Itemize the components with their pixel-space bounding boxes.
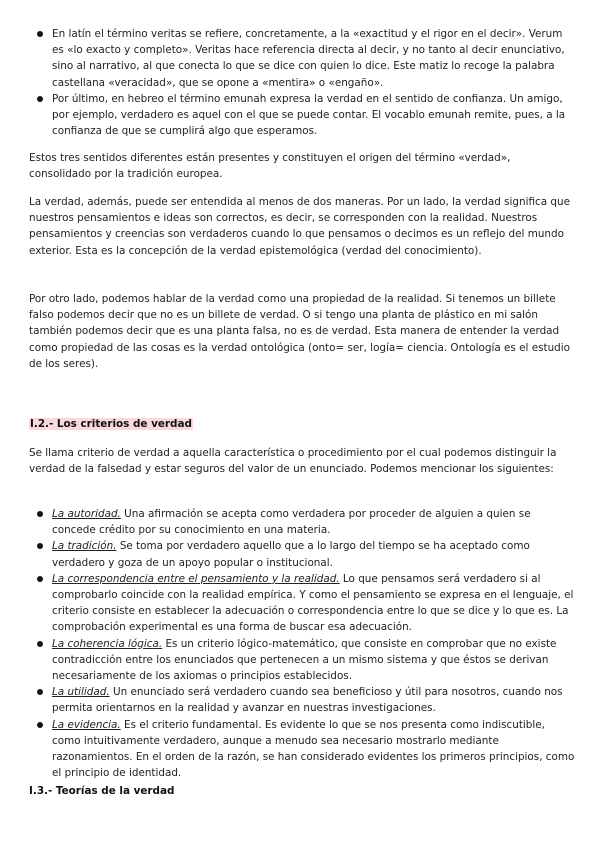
intro-bullet-list [29,26,575,139]
criterion-text: Se toma por verdadero aquello que a lo largo del tiempo se ha aceptado como verdadero y goza de un apoyo popular o institucional. [52,540,530,569]
criterion-term: La autoridad. [52,508,121,520]
section-heading-criteria [29,416,193,432]
criterion-term: La coherencia lógica. [52,637,163,650]
criterion-term: La tradición. [52,540,117,553]
criterion-item-coherence [29,636,575,685]
criterion-term: La utilidad. [52,686,110,699]
criterion-text: Es el criterio fundamental. Es evidente lo que se nos presenta como indiscutible, como intuitivamente verdadero, aunque a menudo sea necesario mostrarlo mediante razonamientos. En el orden de la razón, se han considerado evidentes los primeros principios, como el principio de identidad. [52,718,575,780]
criterion-item-tradition [29,538,575,570]
criterion-item-utility [29,684,575,716]
criterion-term: La correspondencia entre el pensamiento y la realidad. [52,572,340,585]
heading-highlight: I.2.- Los criterios de verdad [30,418,192,430]
paragraph-origin: Estos tres sentidos diferentes están presentes y constituyen el origen del término «verdad», consolidado por la tradición europea. [29,152,511,181]
criterion-text: Es un criterio lógico-matemático, que consiste en comprobar que no existe contradicción entre los enunciados que pertenecen a un mismo sistema y que éstos se derivan necesariamente de los axiomas o principios establecidos. [52,637,557,683]
criteria-list [29,506,575,781]
criterion-text: Una afirmación se acepta como verdadera por proceder de alguien a quien se concede crédito por su conocimiento en una materia. [52,508,531,537]
criterion-text: Un enunciado será verdadero cuando sea beneficioso y útil para nosotros, cuando nos permita orientarnos en la realidad y avanzar en nuestras investigaciones. [52,686,563,715]
criterion-item-authority [29,506,575,538]
criterion-term: La evidencia. [52,718,121,731]
paragraph-criteria-intro: Se llama criterio de verdad a aquella característica o procedimiento por el cual podemos distinguir la verdad de la falsedad y estar seguros del valor de un enunciado. Podemos mencionar los siguientes: [29,447,557,476]
criterion-text: Lo que pensamos será verdadero si al comprobarlo coincide con la realidad empírica. Y como el pensamiento se expresa en el lenguaje, el criterio consiste en establecer la adecuación o correspondencia entre lo que se dice y lo que es. La comprobación experimental es una forma de buscar esa adecuación. [52,572,574,634]
list-item: Por último, en hebreo el término emunah expresa la verdad en el sentido de confianza. Un amigo, por ejemplo, verdadero es aquel con el que se puede contar. El vocablo emunah remite, pues, a la confianza de que se cumplirá algo que esperamos. [29,91,575,140]
list-item: En latín el término veritas se refiere, concretamente, a la «exactitud y el rigor en el decir». Verum es «lo exacto y completo». Veritas hace referencia directa al decir, y no tanto al decir enunciativo, sino al narrativo, al que conecta lo que se dice con quien lo dice. Este matiz lo recoge la palabra castellana «veracidad», que se opone a «mentira» o «engaño». [29,26,575,91]
paragraph-epistemological: La verdad, además, puede ser entendida al menos de dos maneras. Por un lado, la verdad significa que nuestros pensamientos e ideas son correctos, es decir, se corresponden con la realidad. Nuestros pensamientos y creencias son verdaderos cuando lo que pensamos o decimos es un reflejo del mundo exterior. Esta es la concepción de la verdad epistemológica (verdad del conocimiento). [29,196,570,257]
section-heading-theories: I.3.- Teorías de la verdad [29,785,175,797]
criterion-item-evidence [29,717,575,782]
paragraph-ontological: Por otro lado, podemos hablar de la verdad como una propiedad de la realidad. Si tenemos un billete falso podemos decir que no es un billete de verdad. O si tengo una planta de plástico en mi salón también podemos decir que es una planta falsa, no es de verdad. Esta manera de entender la verdad como propiedad de las cosas es la verdad ontológica (onto= ser, logía= ciencia. Ontología es el estudio de los seres). [29,293,571,370]
criterion-item-correspondence [29,571,575,636]
